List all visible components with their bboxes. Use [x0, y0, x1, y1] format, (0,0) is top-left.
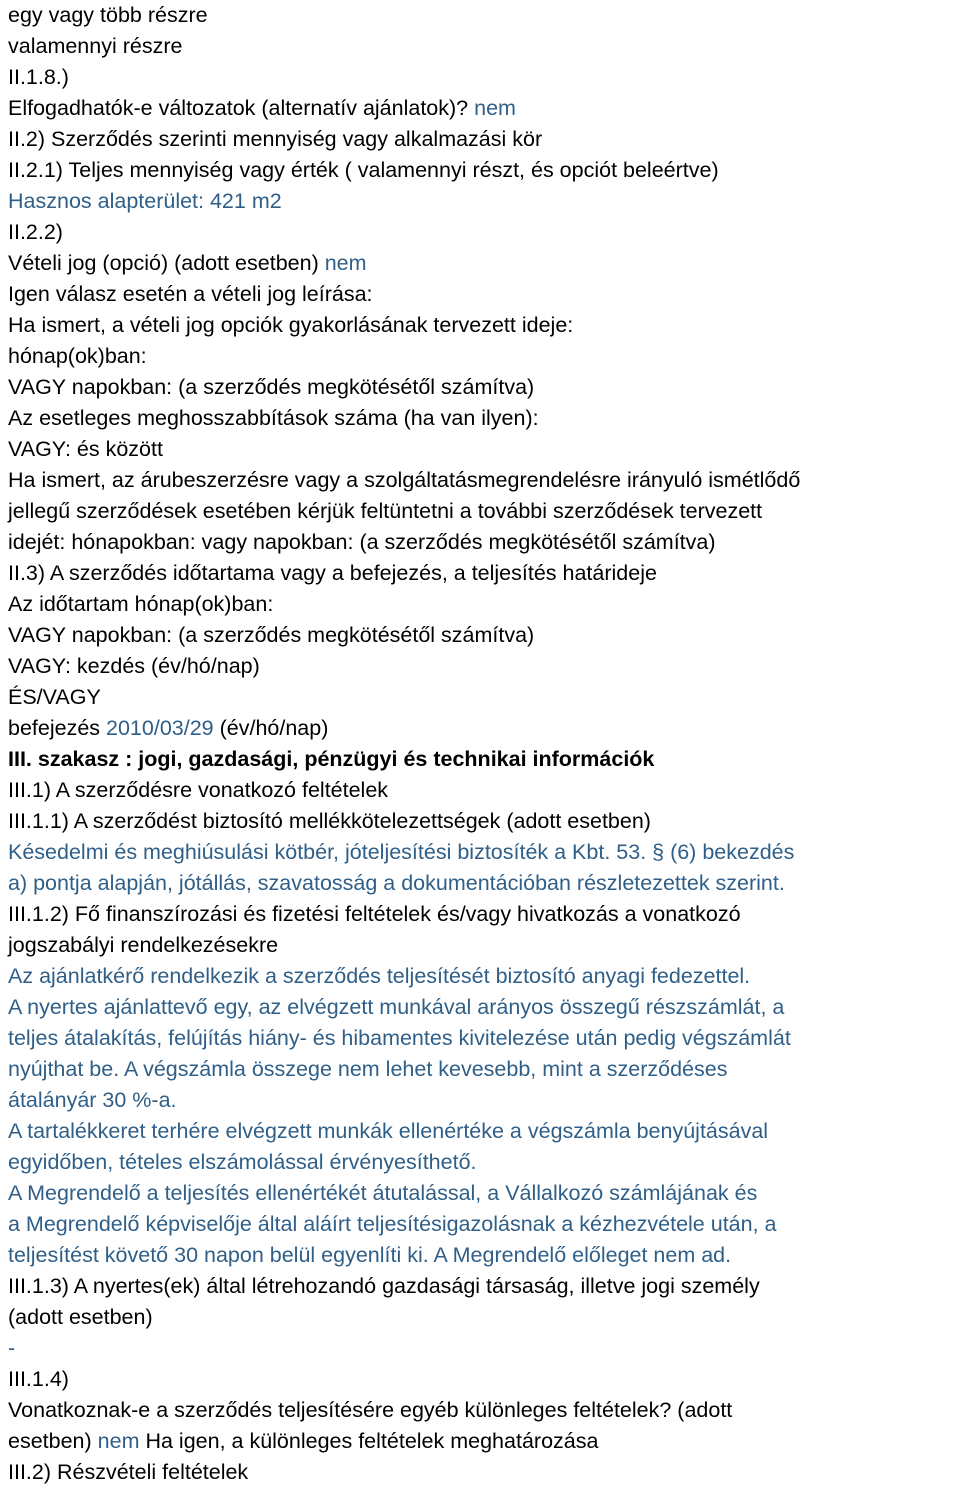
- field-label: II.2.1) Teljes mennyiség vagy érték ( valamennyi részt, és opciót beleértve): [8, 158, 719, 182]
- field-value: Késedelmi és meghiúsulási kötbér, jóteljesítési biztosíték a Kbt. 53. § (6) bekezdés: [8, 840, 795, 864]
- text-line: [8, 31, 954, 62]
- field-label: valamennyi részre: [8, 34, 183, 58]
- text-line: [8, 434, 954, 465]
- field-label: esetben): [8, 1429, 98, 1453]
- field-label: VAGY napokban: (a szerződés megkötésétől számítva): [8, 375, 535, 399]
- field-value: A Megrendelő a teljesítés ellenértékét átutalással, a Vállalkozó számlájának és: [8, 1181, 758, 1205]
- field-value: 2010/03/29: [106, 716, 214, 740]
- text-line: [8, 1364, 954, 1395]
- field-label: Igen válasz esetén a vételi jog leírása:: [8, 282, 373, 306]
- text-line: [8, 279, 954, 310]
- field-label: Az időtartam hónap(ok)ban:: [8, 592, 274, 616]
- text-line: [8, 372, 954, 403]
- text-line: [8, 1023, 954, 1054]
- field-value: nem: [324, 251, 367, 275]
- field-value: Az ajánlatkérő rendelkezik a szerződés teljesítését biztosító anyagi fedezettel.: [8, 964, 751, 988]
- field-label: Ha ismert, a vételi jog opciók gyakorlásának tervezett ideje:: [8, 313, 574, 337]
- text-line: [8, 186, 954, 217]
- text-line: [8, 930, 954, 961]
- field-value: teljesítést követő 30 napon belül egyenlíti ki. A Megrendelő előleget nem ad.: [8, 1243, 732, 1267]
- text-line: [8, 682, 954, 713]
- field-label: hónap(ok)ban:: [8, 344, 147, 368]
- field-label: Az esetleges meghosszabbítások száma (ha van ilyen):: [8, 406, 539, 430]
- field-value: nyújthat be. A végszámla összege nem lehet kevesebb, mint a szerződéses: [8, 1057, 728, 1081]
- text-line: [8, 1147, 954, 1178]
- field-label: III.1) A szerződésre vonatkozó feltételek: [8, 778, 389, 802]
- text-line: [8, 1240, 954, 1271]
- field-value: -: [8, 1336, 16, 1360]
- text-line: [8, 651, 954, 682]
- field-label: III.1.4): [8, 1367, 69, 1391]
- text-line: [8, 775, 954, 806]
- field-label: ÉS/VAGY: [8, 685, 101, 709]
- text-line: [8, 217, 954, 248]
- field-value: Hasznos alapterület: 421 m2: [8, 189, 282, 213]
- field-value: a) pontja alapján, jótállás, szavatosság a dokumentációban részletezettek szerint.: [8, 871, 785, 895]
- text-line: [8, 465, 954, 496]
- text-line: [8, 155, 954, 186]
- text-line: [8, 1054, 954, 1085]
- text-line: [8, 992, 954, 1023]
- field-label: II.2.2): [8, 220, 63, 244]
- text-line: [8, 744, 954, 775]
- field-label: II.2) Szerződés szerinti mennyiség vagy alkalmazási kör: [8, 127, 543, 151]
- text-line: [8, 310, 954, 341]
- field-label: jellegű szerződések esetében kérjük feltüntetni a további szerződések tervezett: [8, 499, 763, 523]
- field-label: VAGY: és között: [8, 437, 163, 461]
- field-label: III.1.2) Fő finanszírozási és fizetési feltételek és/vagy hivatkozás a vonatkozó: [8, 902, 741, 926]
- text-line: [8, 496, 954, 527]
- text-line: [8, 124, 954, 155]
- text-line: [8, 837, 954, 868]
- text-line: [8, 1333, 954, 1364]
- text-line: [8, 713, 954, 744]
- field-label: II.3) A szerződés időtartama vagy a befejezés, a teljesítés határideje: [8, 561, 657, 585]
- text-line: [8, 527, 954, 558]
- field-label: VAGY napokban: (a szerződés megkötésétől számítva): [8, 623, 535, 647]
- field-label: Vonatkoznak-e a szerződés teljesítésére egyéb különleges feltételek? (adott: [8, 1398, 733, 1422]
- field-value: nem: [97, 1429, 140, 1453]
- text-line: [8, 620, 954, 651]
- field-label: II.1.8.): [8, 65, 69, 89]
- text-line: [8, 341, 954, 372]
- field-label: Elfogadhatók-e változatok (alternatív ajánlatok)?: [8, 96, 475, 120]
- text-line: [8, 868, 954, 899]
- text-line: [8, 1302, 954, 1333]
- field-label: III.2) Részvételi feltételek: [8, 1460, 249, 1484]
- field-label: (év/hó/nap): [213, 716, 329, 740]
- text-line: [8, 1085, 954, 1116]
- field-label: III.1.3) A nyertes(ek) által létrehozandó gazdasági társaság, illetve jogi személy: [8, 1274, 760, 1298]
- text-line: [8, 1457, 954, 1488]
- text-line: [8, 558, 954, 589]
- field-label: VAGY: kezdés (év/hó/nap): [8, 654, 260, 678]
- field-label: idejét: hónapokban: vagy napokban: (a szerződés megkötésétől számítva): [8, 530, 716, 554]
- field-value: A nyertes ajánlattevő egy, az elvégzett munkával arányos összegű részszámlát, a: [8, 995, 785, 1019]
- field-label: befejezés: [8, 716, 107, 740]
- text-line: [8, 1178, 954, 1209]
- field-value: átalányár 30 %-a.: [8, 1088, 177, 1112]
- text-line: [8, 1426, 954, 1457]
- field-label: (adott esetben): [8, 1305, 153, 1329]
- text-line: [8, 589, 954, 620]
- text-line: [8, 961, 954, 992]
- field-label: jogszabályi rendelkezésekre: [8, 933, 279, 957]
- text-line: [8, 93, 954, 124]
- text-line: [8, 248, 954, 279]
- field-value: teljes átalakítás, felújítás hiány- és hibamentes kivitelezése után pedig végszámlát: [8, 1026, 791, 1050]
- text-line: [8, 899, 954, 930]
- field-value: a Megrendelő képviselője által aláírt teljesítésigazolásnak a kézhezvétele után, a: [8, 1212, 777, 1236]
- field-value: nem: [474, 96, 516, 120]
- document-body: [8, 0, 954, 1488]
- field-label: egy vagy több részre: [8, 3, 208, 27]
- text-line: [8, 1395, 954, 1426]
- field-value: A tartalékkeret terhére elvégzett munkák ellenértéke a végszámla benyújtásával: [8, 1119, 769, 1143]
- text-line: [8, 0, 954, 31]
- text-line: [8, 1271, 954, 1302]
- section-heading: III. szakasz : jogi, gazdasági, pénzügyi és technikai információk: [8, 747, 655, 771]
- field-label: III.1.1) A szerződést biztosító mellékkötelezettségek (adott esetben): [8, 809, 651, 833]
- field-label: Vételi jog (opció) (adott esetben): [8, 251, 325, 275]
- text-line: [8, 1116, 954, 1147]
- text-line: [8, 403, 954, 434]
- text-line: [8, 62, 954, 93]
- field-value: egyidőben, tételes elszámolással érvényesíthető.: [8, 1150, 477, 1174]
- text-line: [8, 1209, 954, 1240]
- text-line: [8, 806, 954, 837]
- field-label: Ha ismert, az árubeszerzésre vagy a szolgáltatásmegrendelésre irányuló ismétlődő: [8, 468, 801, 492]
- field-label: Ha igen, a különleges feltételek meghatározása: [139, 1429, 599, 1453]
